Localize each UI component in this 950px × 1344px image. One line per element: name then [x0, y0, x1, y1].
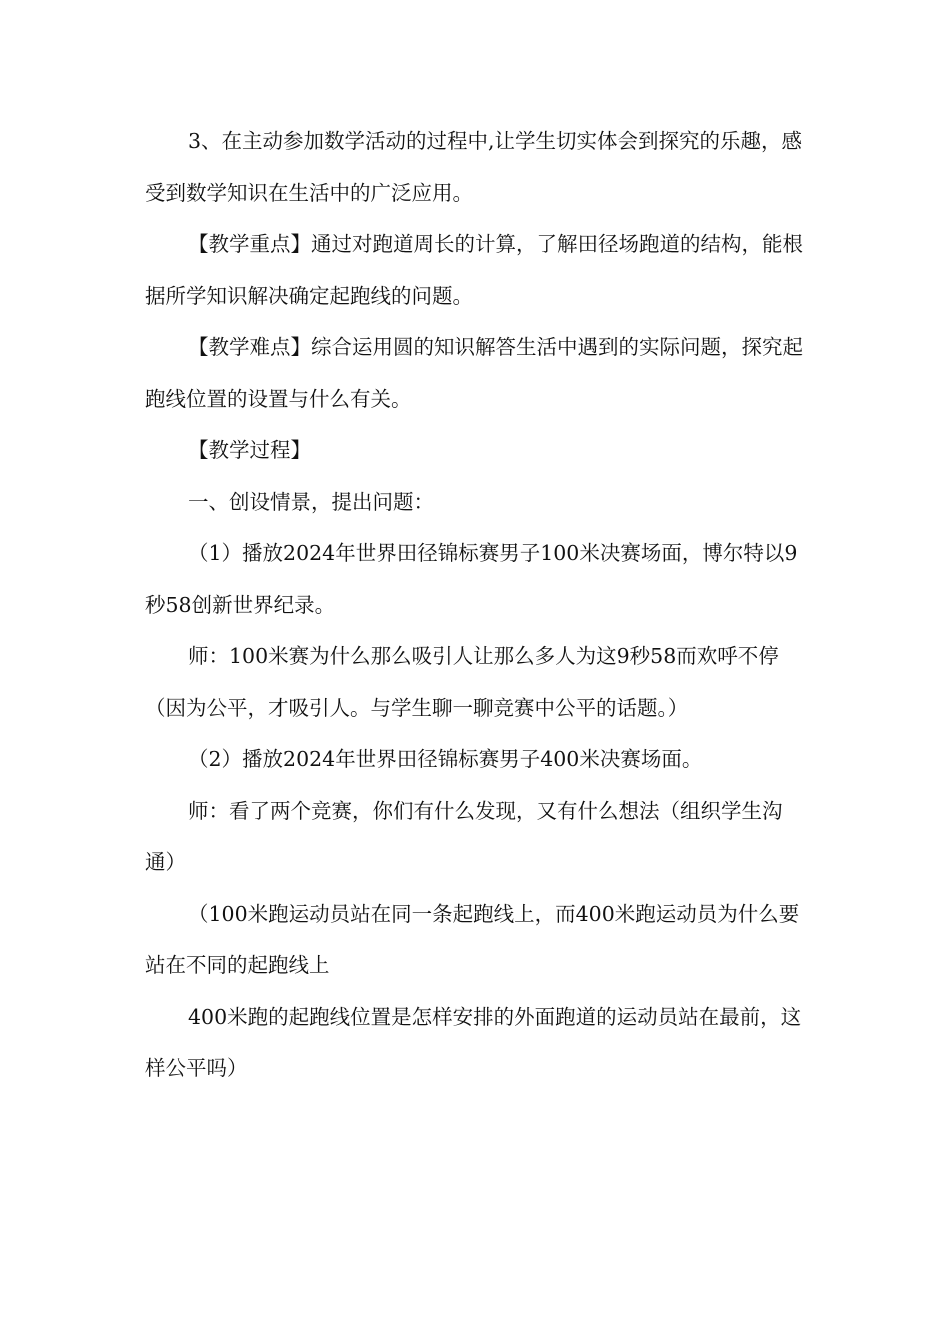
paragraph-start-line-arrangement: 400米跑的起跑线位置是怎样安排的外面跑道的运动员站在最前，这样公平吗）	[145, 1004, 802, 1080]
paragraph-teacher-discussion: 师：看了两个竞赛，你们有什么发现，又有什么想法（组织学生沟通）	[145, 798, 783, 874]
paragraph-teacher-question-fairness: 师：100米赛为什么那么吸引人让那么多人为这9秒58而欢呼不停（因为公平，才吸引人。与学生聊一聊竞赛中公平的话题。）	[145, 644, 779, 720]
paragraph-teaching-focus: 【教学重点】通过对跑道周长的计算，了解田径场跑道的结构，能根据所学知识解决确定起跑线的问题。	[145, 232, 803, 308]
paragraph-start-line-question: （100米跑运动员站在同一条起跑线上，而400米跑运动员为什么要站在不同的起跑线上	[145, 901, 800, 977]
paragraph-play-400m-final: （2）播放2024年世界田径锦标赛男子400米决赛场面。	[188, 747, 703, 771]
section-heading-teaching-process: 【教学过程】	[188, 438, 311, 462]
paragraph-play-100m-final: （1）播放2024年世界田径锦标赛男子100米决赛场面，博尔特以9秒58创新世界纪录。	[145, 541, 798, 617]
document-body	[145, 116, 810, 1095]
subheading-create-scenario: 一、创设情景，提出问题：	[188, 489, 434, 514]
paragraph-teaching-difficulty: 【教学难点】综合运用圆的知识解答生活中遇到的实际问题，探究起跑线位置的设置与什么有关。	[145, 335, 803, 411]
paragraph-objective-3: 3、在主动参加数学活动的过程中,让学生切实体会到探究的乐趣，感受到数学知识在生活中的广泛应用。	[145, 129, 803, 205]
